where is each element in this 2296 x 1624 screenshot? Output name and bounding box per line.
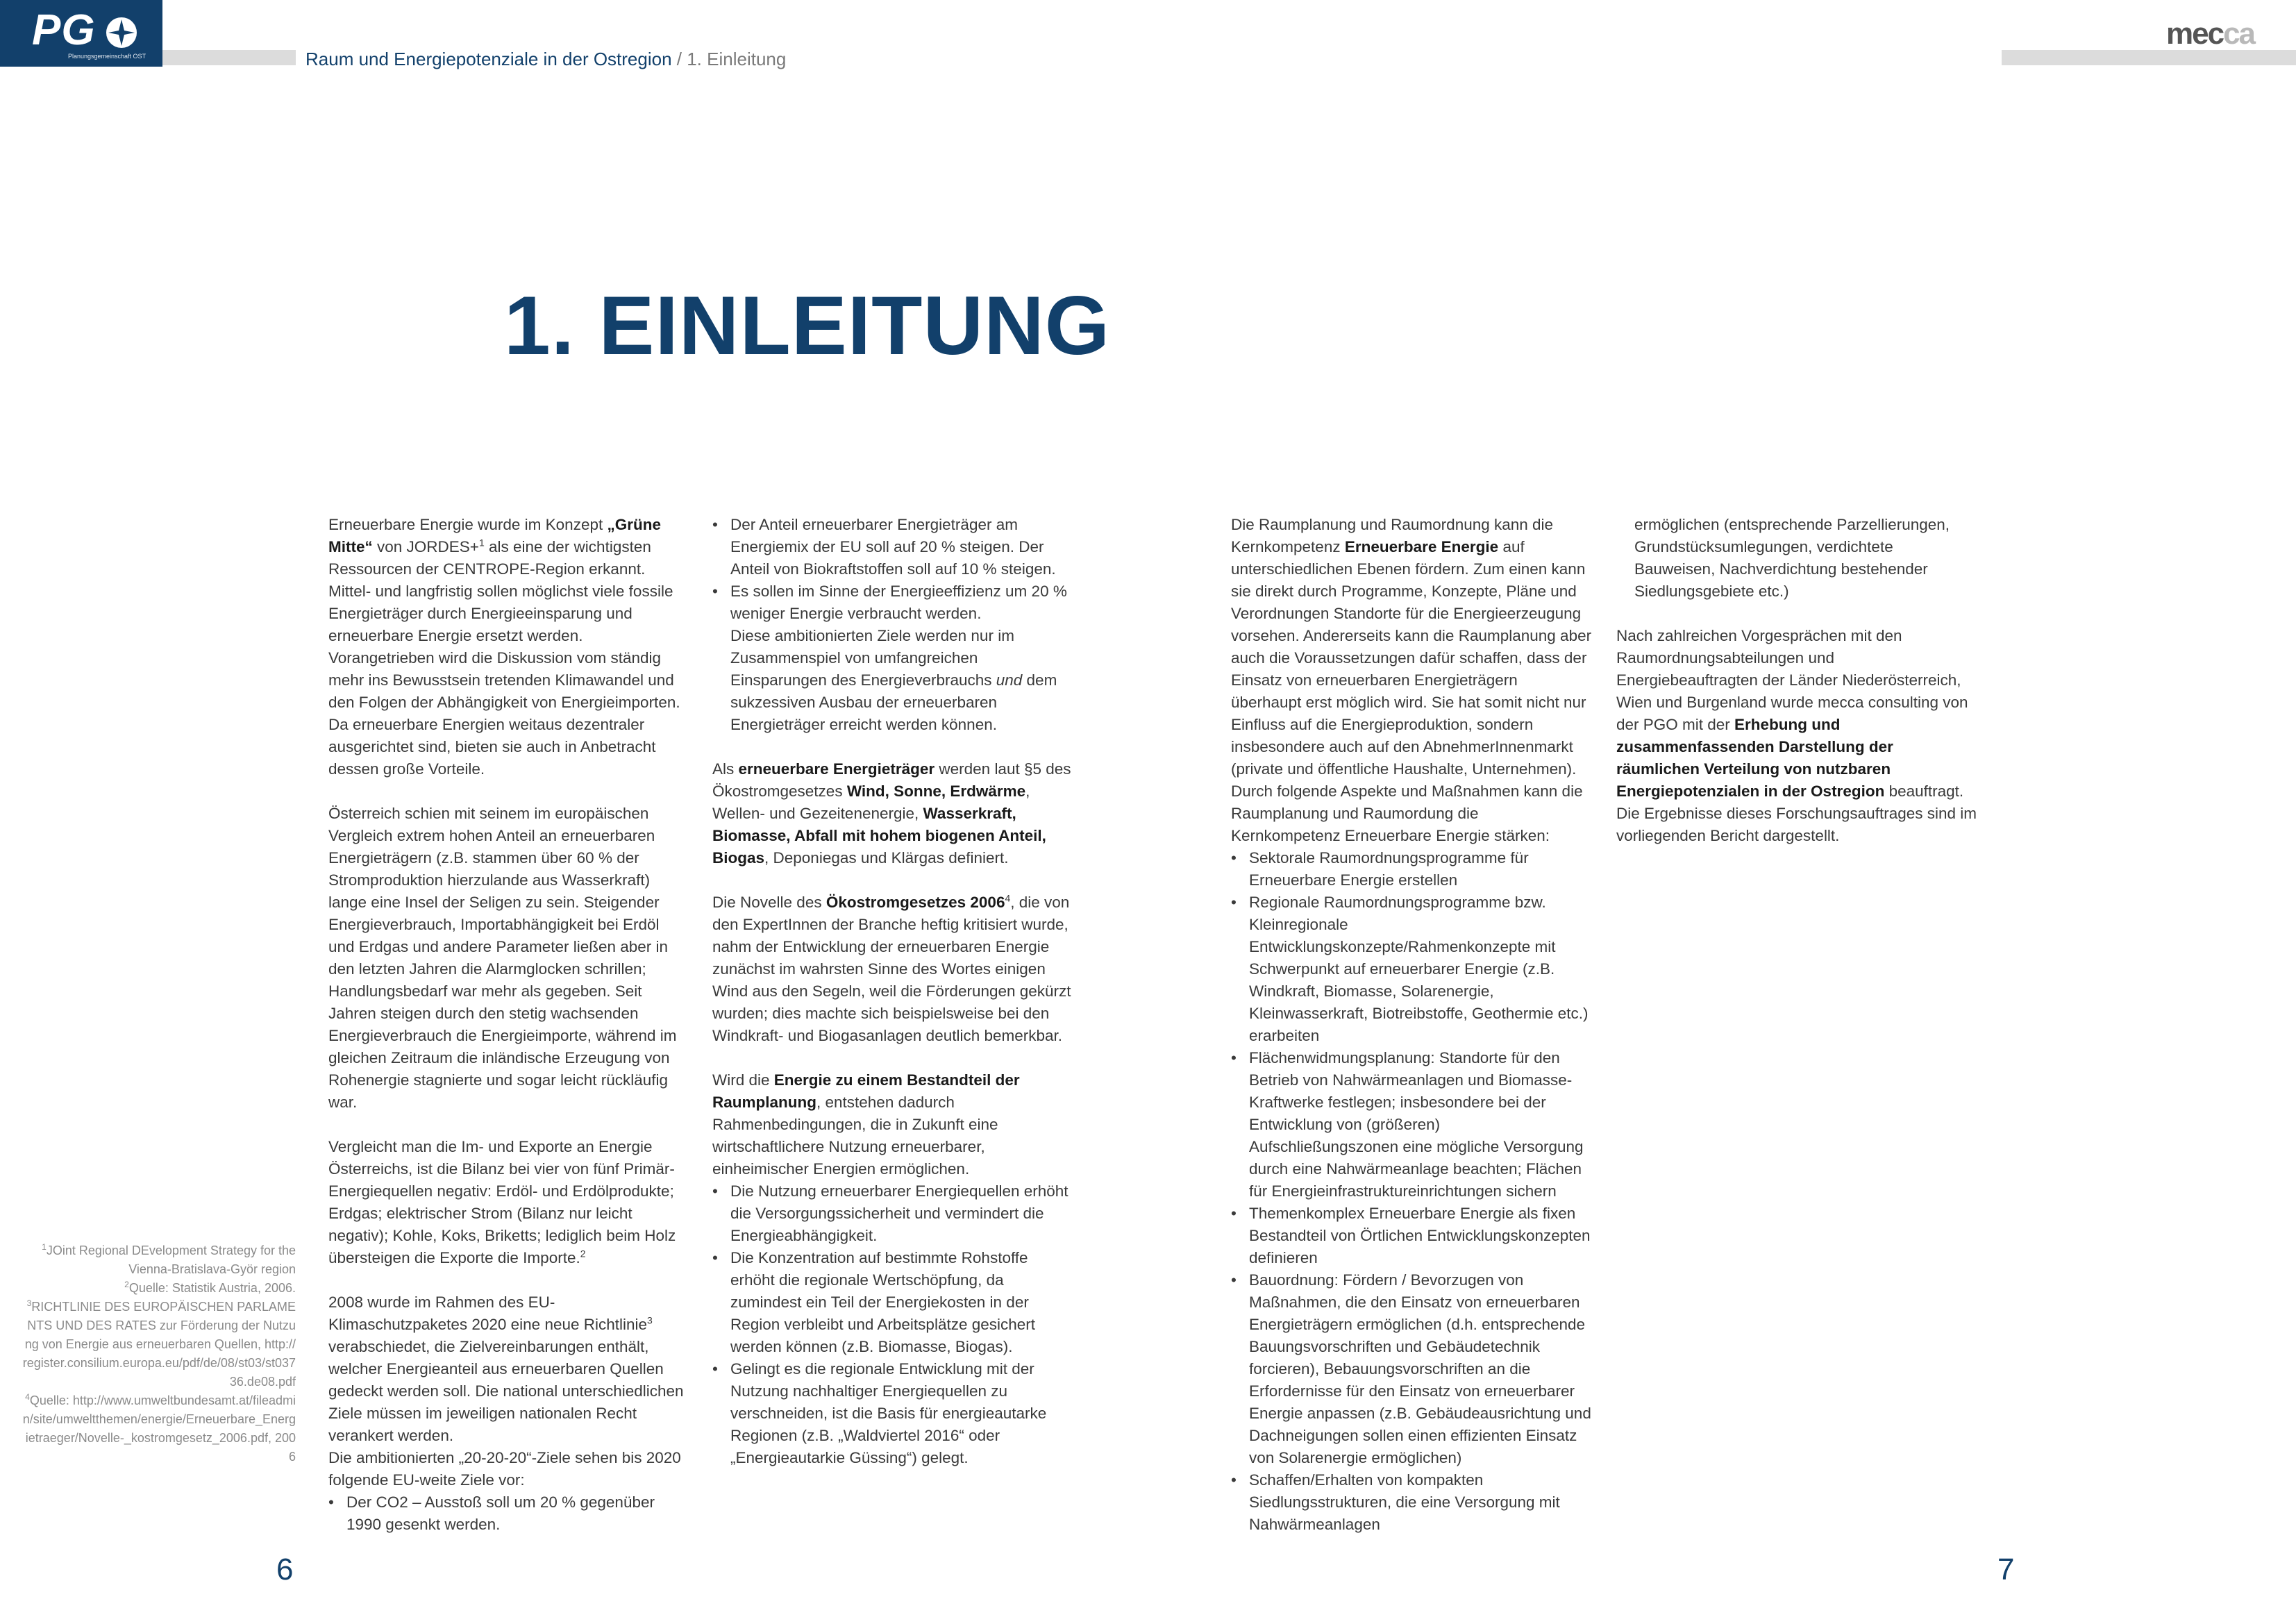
breadcrumb-main: Raum und Energiepotenziale in der Ostregion [305, 49, 672, 69]
list-item: • Themenkomplex Erneuerbare Energie als fixen Bestandteil von Örtlichen Entwicklungskonzepten definieren [1231, 1203, 1592, 1269]
mecca-logo-light: ca [2223, 17, 2255, 51]
paragraph: Diese ambitionierten Ziele werden nur im Zusammenspiel von umfangreichen Einsparungen des Energieverbrauchs und dem sukzessiven Ausbau der erneuerbaren Energieträger erreicht werden können. [730, 627, 1057, 733]
paragraph: Die Raumplanung und Raumordnung kann die Kernkompetenz Erneuerbare Energie auf unterschiedlichen Ebenen fördern. Zum einen kann sie direkt durch Programme, Konzepte, Pläne und Verordnungen Standorte für die Energieerzeugung vorsehen. Andererseits kann die Raumplanung aber auch die Voraussetzungen dafür schaffen, dass der Einsatz von erneuerbaren Energieträgern überhaupt erst möglich wird. Sie hat somit nicht nur Einfluss auf die Energieproduktion, sondern insbesondere auch auf den AbnehmerInnenmarkt (private und öffentliche Haushalte, Unternehmen). Durch folgende Aspekte und Maßnahmen kann die Raumplanung und Raumordung die Kernkompetenz Erneuerbare Energie stärken: [1231, 516, 1592, 844]
footnote: $^3$RICHTLINIE DES EUROPÄISCHEN PARLAMENTS UND DES RATES zur Förderung der Nutzung von Energie aus erneuerbaren Quellen, http://register.consilium.europa.eu/pdf/de/08/st03/st03736.de08.pdf [22, 1298, 296, 1389]
bullet-list [712, 1180, 1073, 1469]
text-column-1 [328, 514, 689, 1536]
paragraph: Österreich schien mit seinem im europäischen Vergleich extrem hohen Anteil an erneuerbaren Energieträgern (z.B. stammen über 60 % der Stromproduktion hierzulande aus Wasserkraft) lange eine Insel der Seligen zu sein. Steigender Energieverbrauch, Importabhängigkeit bei Erdöl und Erdgas und andere Parameter ließen aber in den letzten Jahren die Alarmglocken schrillen; Handlungsbedarf war mehr als gegeben. Seit Jahren steigen durch den stetig wachsenden Energieverbrauch die Energieimporte, während im gleichen Zeitraum die inländische Erzeugung von Rohenergie stagnierte und sogar leicht rückläufig war. [328, 805, 677, 1111]
list-item: • Die Nutzung erneuerbarer Energiequellen erhöht die Versorgungssicherheit und vermindert die Energieabhängigkeit. [712, 1180, 1073, 1247]
list-item: • Regionale Raumordnungsprogramme bzw. Kleinregionale Entwicklungskonzepte/Rahmenkonzepte mit Schwerpunkt auf erneuerbarer Energie (z.B. Windkraft, Biomasse, Solarenergie, Kleinwasserkraft, Biotreibstoffe, Geothermie etc.) erarbeiten [1231, 891, 1592, 1047]
list-item: • Sektorale Raumordnungsprogramme für Erneuerbare Energie erstellen [1231, 847, 1592, 891]
list-item: • Der Anteil erneuerbarer Energieträger am Energiemix der EU soll auf 20 % steigen. Der Anteil von Biokraftstoffen soll auf 10 % steigen. [712, 514, 1073, 580]
text-column-3 [1231, 514, 1592, 1536]
breadcrumb [305, 49, 786, 70]
paragraph: Nach zahlreichen Vorgesprächen mit den Raumordnungsabteilungen und Energiebeauftragten der Länder Niederösterreich, Wien und Burgenland wurde mecca consulting von der PGO mit der Erhebung und zusammenfassenden Darstellung der räumlichen Verteilung von nutzbaren Energiepotenzialen in der Ostregion beauftragt. Die Ergebnisse dieses Forschungsauftrages sind im vorliegenden Bericht dargestellt. [1616, 627, 1977, 844]
chapter-title: 1. EINLEITUNG [504, 279, 1111, 372]
paragraph: Wird die Energie zu einem Bestandteil der Raumplanung, entstehen dadurch Rahmenbedingungen, die in Zukunft eine wirtschaftlichere Nutzung erneuerbarer, einheimischer Energien ermöglichen. [712, 1071, 1020, 1178]
list-item: • Gelingt es die regionale Entwicklung mit der Nutzung nachhaltiger Energiequellen zu verschneiden, ist die Basis für energieautarke Regionen (z.B. „Waldviertel 2016“ oder „Energieautarkie Güssing“) gelegt. [712, 1358, 1073, 1469]
bullet-list [1231, 847, 1592, 1536]
paragraph: ermöglichen (entsprechende Parzellierungen, Grundstücksumlegungen, verdichtete Bauweisen, Nachverdichtung bestehender Siedlungsgebiete etc.) [1634, 516, 1950, 600]
bullet-list [712, 514, 1073, 625]
paragraph: Die ambitionierten „20-20-20“-Ziele sehen bis 2020 folgende EU-weite Ziele vor: [328, 1449, 681, 1489]
paragraph: 2008 wurde im Rahmen des EU-Klimaschutzpaketes 2020 eine neue Richtlinie$^3$ verabschiedet, die Zielvereinbarungen enthält, welcher Energieanteil aus erneuerbaren Quellen gedeckt werden soll. Die national unterschiedlichen Ziele müssen im jeweiligen nationalen Recht verankert werden. [328, 1294, 684, 1444]
list-item: • Die Konzentration auf bestimmte Rohstoffe erhöht die regionale Wertschöpfung, da zumindest ein Teil der Energiekosten in der Region verbleibt und Arbeitsplätze gesichert werden können (z.B. Biomasse, Biogas). [712, 1247, 1073, 1358]
paragraph: Vergleicht man die Im- und Exporte an Energie Österreichs, ist die Bilanz bei vier von fünf Primär-Energiequellen negativ: Erdöl- und Erdölprodukte; Erdgas; elektrischer Strom (Bilanz nur leicht negativ); Kohle, Koks, Briketts; lediglich beim Holz übersteigen die Exporte die Importe.$^2$ [328, 1138, 676, 1266]
breadcrumb-separator: / [671, 49, 687, 69]
footnote: $^1$JOint Regional DEvelopment Strategy for the Vienna-Bratislava-Györ region [42, 1242, 296, 1276]
page-number-right: 7 [1997, 1552, 2015, 1587]
list-item: • Bauordnung: Fördern / Bevorzugen von Maßnahmen, die den Einsatz von erneuerbaren Energieträgern ermöglichen (d.h. entsprechende Bauungsvorschriften und Gebäudetechnik forcieren), Bebauungsvorschriften an die Erfordernisse für den Einsatz von erneuerbarer Energie anpassen (z.B. Gebäudeausrichtung und Dachneigungen sollen einen effizienten Einsatz von Solarenergie ermöglichen) [1231, 1269, 1592, 1469]
text-column-2 [712, 514, 1073, 1469]
text-column-4 [1616, 514, 1977, 869]
list-item: • Es sollen im Sinne der Energieeffizienz um 20 % weniger Energie verbraucht werden. [712, 580, 1073, 625]
mecca-logo-dark: mec [2166, 17, 2224, 51]
footnote: $^2$Quelle: Statistik Austria, 2006. [124, 1280, 296, 1295]
footnotes [21, 1241, 296, 1466]
pgo-logo-text: PG [32, 6, 96, 54]
list-item: • Der CO2 – Ausstoß soll um 20 % gegenüber 1990 gesenkt werden. [328, 1491, 689, 1536]
pgo-logo-o-icon [104, 15, 139, 50]
list-item: • Schaffen/Erhalten von kompakten Siedlungsstrukturen, die eine Versorgung mit Nahwärmeanlagen [1231, 1469, 1592, 1536]
paragraph: Die Novelle des Ökostromgesetzes 2006$^4$, die von den ExpertInnen der Branche heftig kritisiert wurde, nahm der Entwicklung der erneuerbaren Energie zunächst im wahrsten Sinne des Wortes einigen Wind aus den Segeln, weil die Förderungen gekürzt wurden; dies machte sich beispielsweise bei den Windkraft- und Biogasanlagen deutlich bemerkbar. [712, 892, 1071, 1044]
breadcrumb-sub: 1. Einleitung [687, 49, 787, 69]
pgo-logo [0, 0, 162, 67]
paragraph: Als erneuerbare Energieträger werden laut §5 des Ökostromgesetzes Wind, Sonne, Erdwärme, Wellen- und Gezeitenenergie, Wasserkraft, Biomasse, Abfall mit hohem biogenen Anteil, Biogas, Deponiegas und Klärgas definiert. [712, 760, 1071, 867]
footnote: $^4$Quelle: http://www.umweltbundesamt.at/fileadmin/site/umweltthemen/energie/Erneuerbare_Energietraeger/Novelle-_kostromgesetz_2006.pdf, 2006 [22, 1392, 296, 1464]
list-item: • Flächenwidmungsplanung: Standorte für den Betrieb von Nahwärmeanlagen und Biomasse-Kraftwerke festlegen; insbesondere bei der Entwicklung von (größeren) Aufschließungszonen eine mögliche Versorgung durch eine Nahwärmeanlage beachten; Flächen für Energieinfrastruktureinrichtungen sichern [1231, 1047, 1592, 1203]
paragraph: Erneuerbare Energie wurde im Konzept „Grüne Mitte“ von JORDES+$^1$ als eine der wichtigsten Ressourcen der CENTROPE-Region erkannt. Mittel- und langfristig sollen möglichst viele fossile Energieträger durch Energieeinsparung und erneuerbare Energie ersetzt werden. Vorangetrieben wird die Diskussion vom ständig mehr ins Bewusstsein tretenden Klimawandel und den Folgen der Abhängigkeit von Energieimporten. Da erneuerbare Energien weitaus dezentraler ausgerichtet sind, bieten sie auch in Anbetracht dessen große Vorteile. [328, 516, 680, 778]
pgo-logo-subtitle: Planungsgemeinschaft OST [68, 53, 146, 60]
page-number-left: 6 [276, 1552, 294, 1587]
mecca-logo [2166, 17, 2254, 51]
bullet-list [328, 1491, 689, 1536]
header-bar-right [2002, 50, 2296, 65]
header-bar-left [162, 50, 296, 65]
